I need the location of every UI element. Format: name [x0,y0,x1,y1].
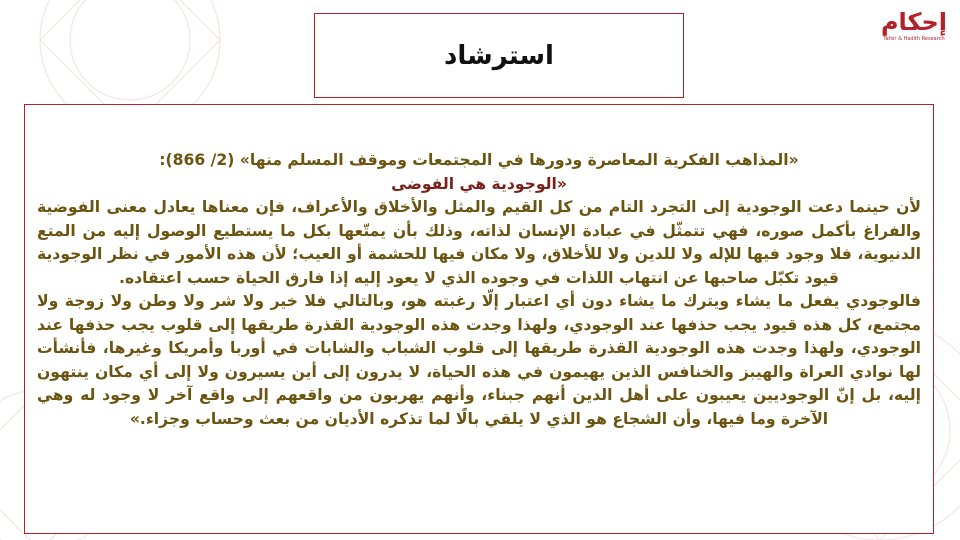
paragraph-2: فالوجودي يفعل ما يشاء ويترك ما يشاء دون أي اعتبار إلّا رغبته هو، وبالتالي فلا خير ولا شر ولا وطن ولا زوجة ولا مجتمع، كل هذه قيود يجب حذفها عند الوجودي، ولهذا وجدت هذه الوجودية القذرة طريقها إلى قلوب يجب حذفها عند الوجودي، ولهذا وجدت هذه الوجودية القذرة طريقها إلى قلوب الشباب والشابات في أوربا وأمريكا وغيرها، فأنشأت لها نوادي العراة والهيبز والخنافس الذين يهيمون في هذه الحياة، لا يدرون إلى أين يسيرون ولا إلى أي مكان ينتهون إليه، بل إنّ الوجوديين يعيبون على أهل الدين أنهم جبناء، وأنهم يهربون من واقعهم إلى واقع آخر لا وجود له وهي الآخرة وما فيها، وأن الشجاع هو الذي لا يلقي بالًا لما تذكره الأديان من بعث وحساب وجزاء.» [37,292,921,428]
logo-mark: إحكام [880,8,948,36]
content-box [24,104,934,534]
logo-tagline: Tafsir & Hadith Research [883,36,945,42]
source-line: «المذاهب الفكرية المعاصرة ودورها في المجتمعات وموقف المسلم منها» (2/ 866): [159,151,799,169]
subheading: «الوجودية هي الفوضى [391,174,567,193]
quote-text [37,149,921,431]
title-box [314,13,684,98]
slide-title: استرشاد [444,40,554,71]
paragraph-1: لأن حينما دعت الوجودية إلى التجرد التام من كل القيم والمثل والأخلاق والأعراف، فإن معناها يعادل معنى الفوضية والفراغ بأكمل صوره، فهي تتمثّل في عبادة الإنسان لذاته، وذلك بأن يمتّعها بكل ما يستطيع الوصول إليه من المتع الدنيوية، فلا وجود فيها للإله ولا للدين ولا للأخلاق، ولا مكان فيها للحشمة أو العيب؛ لأن هذه الأمور في نظر الوجودية قيود تكبّل صاحبها عن انتهاب اللذات في وجوده الذي لا يعود إليه إذا فارق الحياة حسب اعتقاده. [37,198,921,287]
brand-logo [880,8,948,62]
